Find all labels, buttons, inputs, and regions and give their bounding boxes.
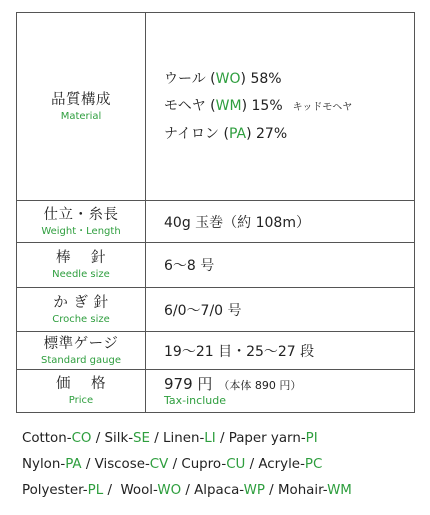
label-needle: 棒 針 xyxy=(55,250,107,266)
fiber-code: SE xyxy=(133,431,151,446)
label-cell xyxy=(17,243,146,288)
fiber-code: CV xyxy=(149,457,169,472)
material-name: モヘヤ xyxy=(164,97,206,114)
fiber-name: Viscose xyxy=(94,457,145,472)
label-crochet: か ぎ 針 xyxy=(53,294,109,311)
label-weight: 仕立・糸長 xyxy=(43,206,119,223)
label-weight-en: Weight・Length xyxy=(41,225,121,237)
spec-table xyxy=(16,12,415,413)
fiber-name: Acryle xyxy=(258,457,301,472)
material-code: WM xyxy=(215,97,242,114)
material-values xyxy=(146,13,415,201)
fiber-code: PI xyxy=(305,431,318,446)
label-needle-en: Needle size xyxy=(52,269,110,280)
fiber-code: WO xyxy=(157,483,182,498)
fiber-name: Wool xyxy=(120,483,154,498)
fiber-code: WM xyxy=(327,483,352,498)
label-cell xyxy=(17,288,146,332)
fiber-code: CO xyxy=(71,431,92,446)
label-material-en: Material xyxy=(60,110,102,122)
legend-line: Cotton-CO / Silk-SE / Linen-LI / Paper yarn-PI xyxy=(22,431,318,446)
fiber-name: Mohair xyxy=(277,483,323,498)
row-material xyxy=(17,13,415,201)
needle-value: 6〜8 号 xyxy=(146,243,415,288)
material-line: ナイロン (PA) 27% xyxy=(164,125,288,142)
material-percent: 58% xyxy=(250,70,282,87)
price-cell xyxy=(146,370,415,413)
row-gauge xyxy=(17,332,415,370)
label-gauge-en: Standard gauge xyxy=(41,354,121,366)
weight-value: 40g 玉巻（約 108m） xyxy=(146,201,415,243)
material-percent: 27% xyxy=(256,125,288,142)
label-cell xyxy=(17,332,146,370)
material-line: モヘヤ (WM) 15% キッドモヘヤ xyxy=(164,97,353,114)
row-price xyxy=(17,370,415,413)
label-material: 品質構成 xyxy=(51,91,111,108)
label-gauge: 標準ゲージ xyxy=(43,335,119,352)
material-note: キッドモヘヤ xyxy=(292,101,353,113)
fiber-name: Cotton xyxy=(22,431,67,446)
label-cell xyxy=(17,13,146,201)
material-code: PA xyxy=(228,125,247,142)
fiber-code: PA xyxy=(65,457,82,472)
fiber-name: Alpaca xyxy=(194,483,240,498)
row-needle xyxy=(17,243,415,288)
price-base-note: （本体 890 円） xyxy=(218,379,302,392)
material-code: WO xyxy=(215,70,241,87)
fiber-name: Linen xyxy=(163,431,200,446)
fiber-name: Nylon xyxy=(22,457,61,472)
fiber-code-legend xyxy=(22,426,422,504)
material-percent: 15% xyxy=(251,97,283,114)
tax-include-label: Tax-include xyxy=(164,394,226,407)
material-name: ナイロン xyxy=(164,125,220,142)
price-value: 979 円 xyxy=(164,375,213,393)
label-cell xyxy=(17,201,146,243)
label-crochet-en: Croche size xyxy=(52,313,110,325)
fiber-name: Polyester xyxy=(22,483,83,498)
row-crochet xyxy=(17,288,415,332)
material-line: ウール (WO) 58% xyxy=(164,70,282,87)
gauge-value: 19〜21 目・25〜27 段 xyxy=(146,332,415,370)
fiber-code: PL xyxy=(87,483,104,498)
fiber-name: Paper yarn xyxy=(228,431,301,446)
legend-line: Nylon-PA / Viscose-CV / Cupro-CU / Acryle-PC xyxy=(22,457,323,472)
label-price: 価 格 xyxy=(55,376,107,392)
label-cell xyxy=(17,370,146,413)
label-price-en: Price xyxy=(68,395,94,406)
fiber-code: WP xyxy=(243,483,265,498)
crochet-value: 6/0〜7/0 号 xyxy=(146,288,415,332)
row-weight-length xyxy=(17,201,415,243)
fiber-name: Cupro xyxy=(181,457,222,472)
price-line xyxy=(164,375,414,395)
fiber-code: LI xyxy=(204,431,216,446)
fiber-code: CU xyxy=(226,457,246,472)
fiber-code: PC xyxy=(304,457,323,472)
fiber-name: Silk xyxy=(104,431,129,446)
legend-line: Polyester-PL / Wool-WO / Alpaca-WP / Mohair-WM xyxy=(22,483,352,498)
material-name: ウール xyxy=(164,70,206,87)
